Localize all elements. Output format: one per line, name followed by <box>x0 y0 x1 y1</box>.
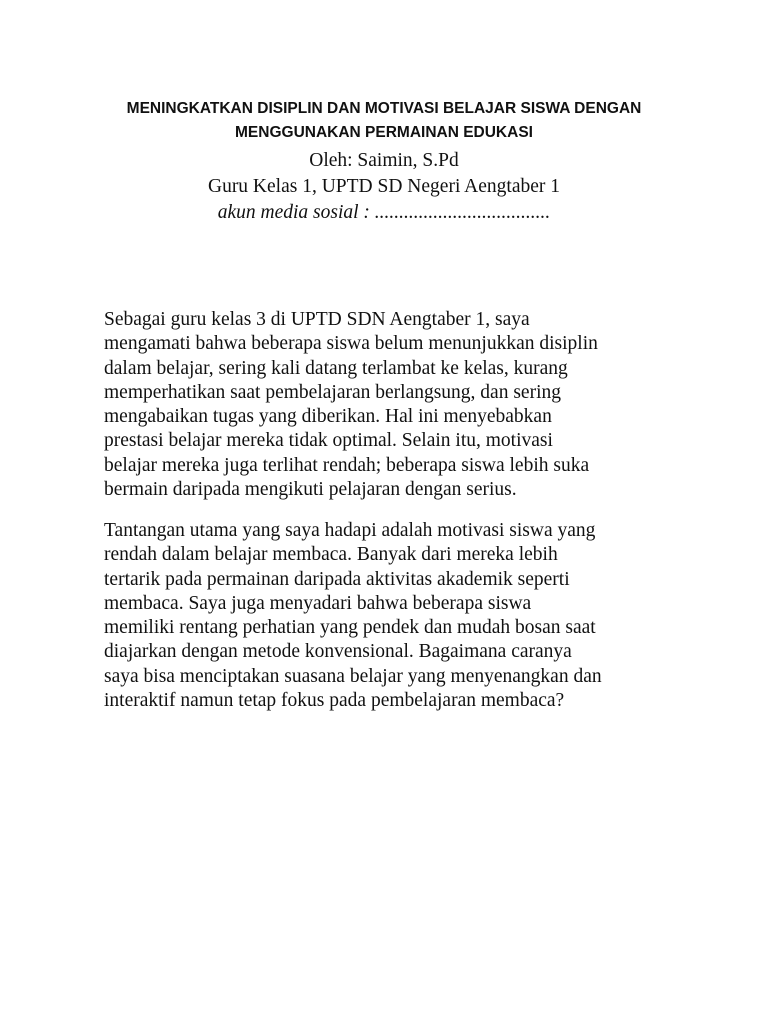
text-line: bermain daripada mengikuti pelajaran dengan serius. <box>104 479 517 501</box>
document-title-line-2: MENGGUNAKAN PERMAINAN EDUKASI <box>235 124 533 141</box>
text-line: Tantangan utama yang saya hadapi adalah motivasi siswa yang <box>104 520 596 541</box>
text-line: saya bisa menciptakan suasana belajar yang menyenangkan dan <box>104 665 602 687</box>
text-line: rendah dalam belajar membaca. Banyak dari mereka lebih <box>104 544 558 566</box>
text-line: interaktif namun tetap fokus pada pembelajaran membaca? <box>104 690 565 712</box>
text-line: diajarkan dengan metode konvensional. Bagaimana caranya <box>104 641 572 663</box>
document-title-line-1: MENINGKATKAN DISIPLIN DAN MOTIVASI BELAJAR SISWA DENGAN <box>126 100 642 117</box>
paragraph-1 <box>104 308 598 502</box>
social-media-line: akun media sosial : .................................... <box>217 202 551 223</box>
text-line: mengamati bahwa beberapa siswa belum menunjukkan disiplin <box>104 333 598 355</box>
text-line: prestasi belajar mereka tidak optimal. Selain itu, motivasi <box>104 430 553 452</box>
text-line: belajar mereka juga terlihat rendah; beberapa siswa lebih suka <box>104 454 590 476</box>
paragraph-2 <box>104 519 602 713</box>
text-line: memiliki rentang perhatian yang pendek dan mudah bosan saat <box>104 617 596 639</box>
text-line: Sebagai guru kelas 3 di UPTD SDN Aengtaber 1, saya <box>104 309 530 330</box>
author-position: Guru Kelas 1, UPTD SD Negeri Aengtaber 1 <box>207 176 560 197</box>
text-line: mengabaikan tugas yang diberikan. Hal ini menyebabkan <box>104 406 552 428</box>
author-line: Oleh: Saimin, S.Pd <box>309 150 459 171</box>
text-line: dalam belajar, sering kali datang terlambat ke kelas, kurang <box>104 357 568 379</box>
text-line: memperhatikan saat pembelajaran berlangsung, dan sering <box>104 381 561 403</box>
text-line: tertarik pada permainan daripada aktivitas akademik seperti <box>104 568 570 590</box>
text-line: membaca. Saya juga menyadari bahwa beberapa siswa <box>104 592 532 614</box>
